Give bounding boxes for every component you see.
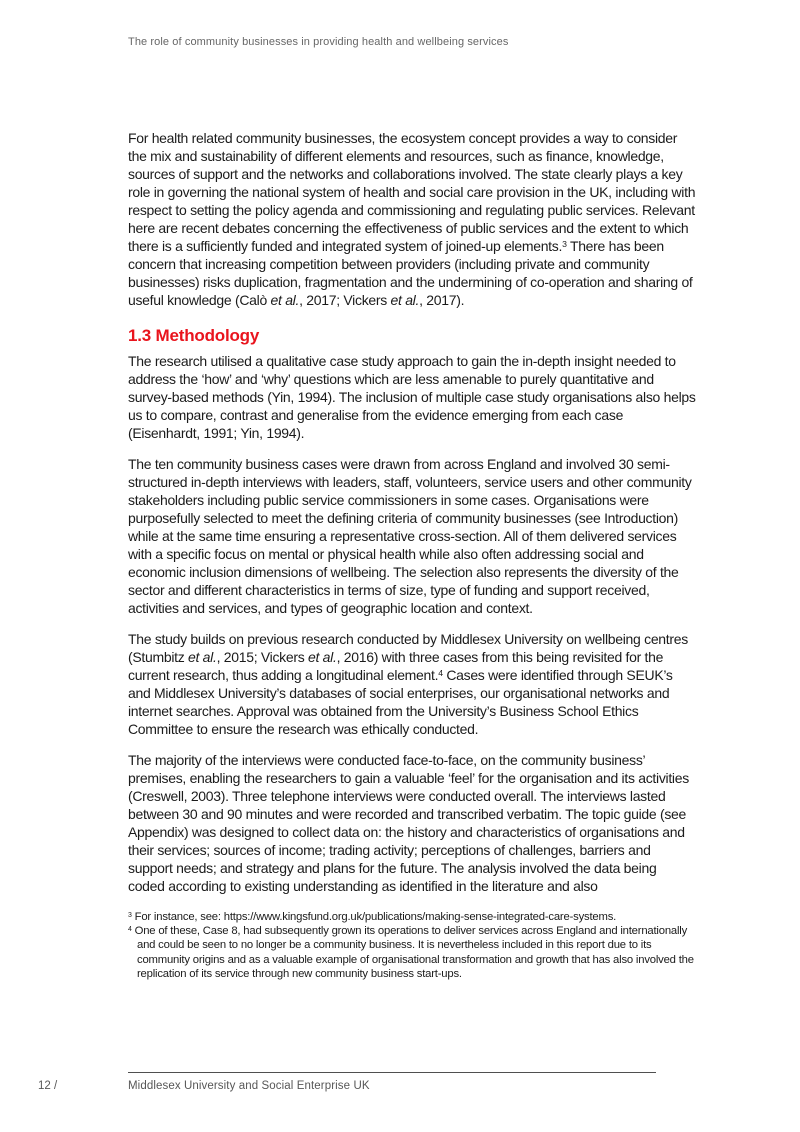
paragraph-case-selection: The ten community business cases were drawn from across England and involved 30 semi-structured in-depth interviews with leaders, staff, volunteers, service users and other community stakeholders including public service commissioners in some cases. Organisations were purposefully selected to meet the defining criteria of community businesses (see Introduction) while at the same time ensuring a representative cross-section. All of them delivered services with a specific focus on mental or physical health while also often addressing social and economic inclusion dimensions of wellbeing. The selection also represents the diversity of the sector and different characteristics in terms of size, type of funding and support received, activities and services, and types of geographic location and context. <box>128 456 692 616</box>
text-run: For health related community businesses, the ecosystem concept provides a way to consider the mix and sustainability of different elements and resources, such as finance, knowledge, sources of support and the networks and collaborations involved. The state clearly plays a key role in governing the national system of health and social care provision in the UK, including with respect to setting the policy agenda and commissioning and regulating public services. Relevant here are recent debates concerning the effectiveness of public services and the extent to which there is a sufficiently funded and integrated system of joined-up elements. <box>128 130 696 254</box>
text-run: The study builds on previous research conducted by Middlesex University on wellbeing centres (Stumbitz <box>128 631 688 665</box>
text-run-italic: et al. <box>270 292 300 308</box>
footnotes-section <box>128 910 696 981</box>
publisher-name: Middlesex University and Social Enterprise UK <box>128 1080 370 1092</box>
footnote-4-marker: 4 <box>128 926 132 934</box>
footnote-3-text: For instance, see: https://www.kingsfund.org.uk/publications/making-sense-integrated-care-systems. <box>131 911 617 923</box>
text-run-italic: et al. <box>390 292 420 308</box>
paragraph-previous-research <box>128 630 696 738</box>
footnote-4-text: One of these, Case 8, had subsequently grown its operations to deliver services across England and internationally and could be seen to no longer be a community business. It is nevertheless included in this report due to its community origins and as a valuable example of organisational transformation and growth that has also involved the replication of its service through new community business start-ups. <box>131 925 694 980</box>
section-heading-methodology: 1.3 Methodology <box>128 326 260 345</box>
text-run: Cases were identified through SEUK’s and Middlesex University’s databases of social enterprises, our organisational networks and internet searches. Approval was obtained from the University’s Business School Ethics Committee to ensure the research was ethically conducted. <box>128 667 673 737</box>
text-run: , 2016) with three cases from this being revisited for the current research, thus adding a longitudinal element. <box>128 649 664 683</box>
page-number: 12 / <box>38 1080 58 1092</box>
footnote-ref-3: 3 <box>562 239 567 250</box>
paragraph-interviews: The majority of the interviews were conducted face-to-face, on the community business’ premises, enabling the researchers to gain a valuable ‘feel’ for the organisation and its activities (Creswell, 2003). Three telephone interviews were conducted overall. The interviews lasted between 30 and 90 minutes and were recorded and transcribed verbatim. The topic guide (see Appendix) was designed to collect data on: the history and characteristics of organisations and their services; sources of income; trading activity; perceptions of challenges, barriers and support needs; and strategy and plans for the future. The analysis involved the data being coded according to existing understanding as identified in the literature and also <box>128 752 689 894</box>
running-header: The role of community businesses in providing health and wellbeing services <box>128 36 509 48</box>
text-run: , 2017). <box>419 292 465 308</box>
text-run: There has been concern that increasing competition between providers (including private and community businesses) risks duplication, fragmentation and the undermining of co-operation and sharing of useful knowledge (Calò <box>128 238 693 308</box>
paragraph-ecosystem <box>128 129 696 309</box>
paragraph-research-approach: The research utilised a qualitative case study approach to gain the in-depth insight needed to address the ‘how’ and ‘why’ questions which are less amenable to purely quantitative and survey-based methods (Yin, 1994). The inclusion of multiple case study organisations also helps us to compare, contrast and generalise from the evidence emerging from each case (Eisenhardt, 1991; Yin, 1994). <box>128 353 696 441</box>
text-run: , 2017; Vickers <box>299 292 391 308</box>
footer-divider <box>128 1072 656 1073</box>
text-run-italic: et al. <box>188 649 217 665</box>
text-run: , 2015; Vickers <box>216 649 309 665</box>
footnote-ref-4: 4 <box>438 668 443 679</box>
page-body <box>128 129 696 981</box>
footnote-3-marker: 3 <box>128 911 132 919</box>
footnote-4 <box>128 924 696 981</box>
footnote-3 <box>128 910 696 924</box>
text-run-italic: et al. <box>308 649 337 665</box>
